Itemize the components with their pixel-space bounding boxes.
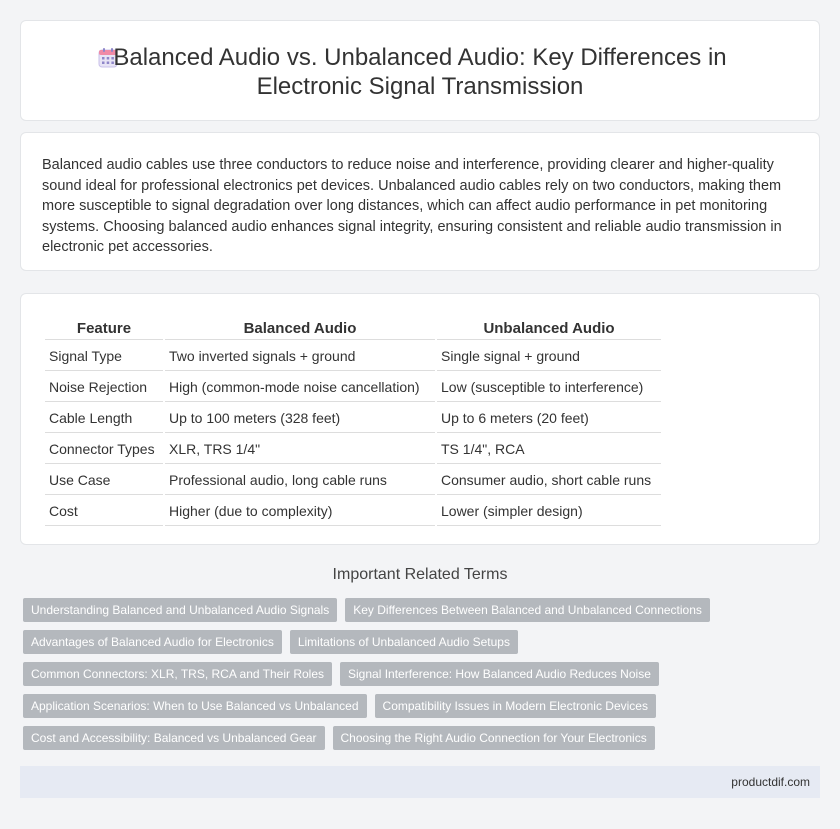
table-cell: Use Case bbox=[45, 466, 163, 495]
footer-site-link[interactable]: productdif.com bbox=[731, 775, 810, 789]
table-cell: Connector Types bbox=[45, 435, 163, 464]
table-cell: TS 1/4", RCA bbox=[437, 435, 661, 464]
tag-row bbox=[23, 662, 763, 686]
table-cell: Higher (due to complexity) bbox=[165, 497, 435, 526]
table-row bbox=[45, 342, 661, 371]
table-header-balanced: Balanced Audio bbox=[165, 318, 435, 340]
tag-row bbox=[23, 726, 763, 750]
intro-card bbox=[20, 132, 820, 271]
related-term-tag[interactable]: Signal Interference: How Balanced Audio Reduces Noise bbox=[340, 662, 659, 686]
table-cell: Signal Type bbox=[45, 342, 163, 371]
related-term-tag[interactable]: Limitations of Unbalanced Audio Setups bbox=[290, 630, 518, 654]
related-term-tag[interactable]: Understanding Balanced and Unbalanced Audio Signals bbox=[23, 598, 337, 622]
related-term-tag[interactable]: Compatibility Issues in Modern Electronic Devices bbox=[375, 694, 656, 718]
table-cell: XLR, TRS 1/4" bbox=[165, 435, 435, 464]
table-cell: Two inverted signals + ground bbox=[165, 342, 435, 371]
table-header-feature: Feature bbox=[45, 318, 163, 340]
table-cell: Noise Rejection bbox=[45, 373, 163, 402]
related-terms-list bbox=[23, 598, 763, 758]
table-cell: Up to 6 meters (20 feet) bbox=[437, 404, 661, 433]
tag-row bbox=[23, 598, 763, 622]
table-cell: Consumer audio, short cable runs bbox=[437, 466, 661, 495]
tag-row bbox=[23, 694, 763, 718]
page-title: Balanced Audio vs. Unbalanced Audio: Key Differences in Electronic Signal Transmission bbox=[113, 44, 727, 100]
table-row bbox=[45, 404, 661, 433]
related-term-tag[interactable]: Key Differences Between Balanced and Unbalanced Connections bbox=[345, 598, 710, 622]
table-cell: High (common-mode noise cancellation) bbox=[165, 373, 435, 402]
table-cell: Cost bbox=[45, 497, 163, 526]
tag-row bbox=[23, 630, 763, 654]
table-cell: Low (susceptible to interference) bbox=[437, 373, 661, 402]
related-term-tag[interactable]: Application Scenarios: When to Use Balanced vs Unbalanced bbox=[23, 694, 367, 718]
table-cell: Up to 100 meters (328 feet) bbox=[165, 404, 435, 433]
header-card bbox=[20, 20, 820, 121]
table-row bbox=[45, 466, 661, 495]
table-row bbox=[45, 497, 661, 526]
related-term-tag[interactable]: Cost and Accessibility: Balanced vs Unbalanced Gear bbox=[23, 726, 325, 750]
comparison-table-card bbox=[20, 293, 820, 545]
related-terms-title: Important Related Terms bbox=[332, 566, 508, 583]
table-header-row bbox=[45, 318, 661, 340]
table-cell: Cable Length bbox=[45, 404, 163, 433]
table-row bbox=[45, 435, 661, 464]
table-cell: Lower (simpler design) bbox=[437, 497, 661, 526]
intro-paragraph: Balanced audio cables use three conductors to reduce noise and interference, providing clearer and higher-quality sound ideal for professional electronics pet devices. Unbalanced audio cables rely on two conductors, making them more susceptible to signal degradation over long distances, which can affect audio performance in pet monitoring systems. Choosing balanced audio enhances signal integrity, ensuring consistent and reliable audio transmission in electronic pet accessories. bbox=[42, 157, 782, 255]
footer bbox=[20, 766, 820, 798]
related-term-tag[interactable]: Choosing the Right Audio Connection for Your Electronics bbox=[333, 726, 655, 750]
table-header-unbalanced: Unbalanced Audio bbox=[437, 318, 661, 340]
table-row bbox=[45, 373, 661, 402]
related-term-tag[interactable]: Common Connectors: XLR, TRS, RCA and Their Roles bbox=[23, 662, 332, 686]
table-cell: Professional audio, long cable runs bbox=[165, 466, 435, 495]
related-term-tag[interactable]: Advantages of Balanced Audio for Electronics bbox=[23, 630, 282, 654]
comparison-table bbox=[43, 316, 663, 528]
table-cell: Single signal + ground bbox=[437, 342, 661, 371]
